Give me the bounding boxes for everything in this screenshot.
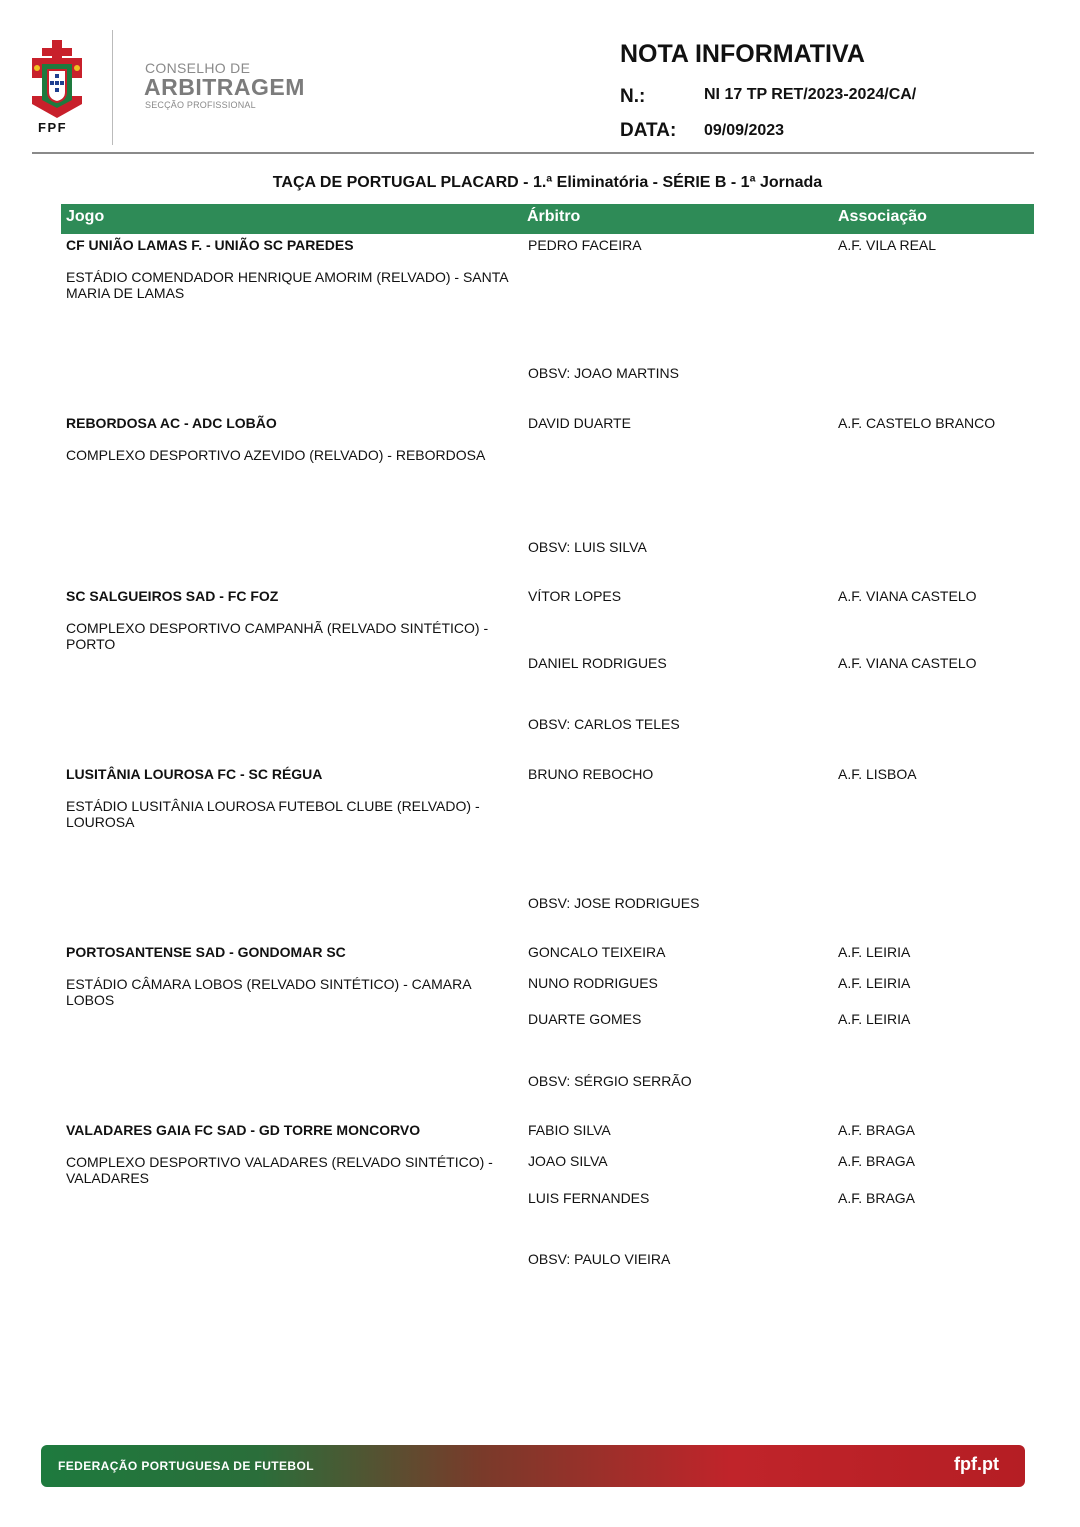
conselho-line2: ARBITRAGEM (144, 74, 305, 100)
referee-association: A.F. BRAGA (838, 1153, 916, 1169)
game-match: CF UNIÃO LAMAS F. - UNIÃO SC PAREDES (66, 237, 354, 253)
header-rule (32, 152, 1034, 154)
referee-association: A.F. VIANA CASTELO (838, 588, 977, 604)
referee-name: PEDRO FACEIRA (528, 237, 642, 253)
game-venue: COMPLEXO DESPORTIVO CAMPANHÃ (RELVADO SINTÉTICO) - PORTO (66, 620, 489, 652)
fpf-acronym: FPF (38, 120, 68, 135)
referee-name: GONCALO TEIXEIRA (528, 944, 666, 960)
game-venue: ESTÁDIO CÂMARA LOBOS (RELVADO SINTÉTICO) - CAMARA LOBOS (66, 976, 471, 1008)
referee-association: A.F. BRAGA (838, 1190, 916, 1206)
game-match: PORTOSANTENSE SAD - GONDOMAR SC (66, 944, 346, 960)
footer-website-link[interactable]: fpf.pt (954, 1454, 999, 1474)
referee-association: A.F. LEIRIA (838, 1011, 911, 1027)
referee-name: FABIO SILVA (528, 1122, 611, 1138)
observer: OBSV: JOSE RODRIGUES (528, 895, 700, 911)
game-venue: ESTÁDIO LUSITÂNIA LOUROSA FUTEBOL CLUBE (RELVADO) - LOUROSA (66, 798, 480, 830)
game-venue: COMPLEXO DESPORTIVO VALADARES (RELVADO SINTÉTICO) - VALADARES (66, 1154, 493, 1186)
referee-name: VÍTOR LOPES (528, 588, 622, 604)
referee-association: A.F. LEIRIA (838, 975, 911, 991)
column-header-jogo: Jogo (66, 208, 105, 225)
observer: OBSV: SÉRGIO SERRÃO (528, 1073, 692, 1089)
referee-association: A.F. CASTELO BRANCO (838, 415, 996, 431)
game-venue: COMPLEXO DESPORTIVO AZEVIDO (RELVADO) - REBORDOSA (66, 447, 486, 463)
referee-name: LUIS FERNANDES (528, 1190, 650, 1206)
game-match: LUSITÂNIA LOUROSA FC - SC RÉGUA (66, 766, 323, 782)
referee-association: A.F. BRAGA (838, 1122, 916, 1138)
header-vertical-divider (112, 30, 113, 145)
number-label: N.: (620, 86, 646, 107)
column-header-associacao: Associação (838, 208, 927, 225)
document-title: NOTA INFORMATIVA (620, 40, 865, 68)
referee-association: A.F. LISBOA (838, 766, 917, 782)
game-venue: ESTÁDIO COMENDADOR HENRIQUE AMORIM (RELVADO) - SANTA MARIA DE LAMAS (66, 269, 508, 301)
referee-name: DUARTE GOMES (528, 1011, 642, 1027)
referee-association: A.F. VIANA CASTELO (838, 655, 977, 671)
observer: OBSV: JOAO MARTINS (528, 365, 679, 381)
referee-name: BRUNO REBOCHO (528, 766, 654, 782)
game-match: REBORDOSA AC - ADC LOBÃO (66, 415, 277, 431)
referee-name: NUNO RODRIGUES (528, 975, 658, 991)
game-match: SC SALGUEIROS SAD - FC FOZ (66, 588, 279, 604)
referee-association: A.F. LEIRIA (838, 944, 911, 960)
conselho-line1: CONSELHO DE (145, 60, 251, 76)
game-match: VALADARES GAIA FC SAD - GD TORRE MONCORVO (66, 1122, 421, 1138)
date-value: 09/09/2023 (704, 122, 785, 139)
observer: OBSV: LUIS SILVA (528, 539, 647, 555)
conselho-line3: SECÇÃO PROFISSIONAL (145, 100, 256, 110)
table-header (61, 204, 1034, 234)
referee-association: A.F. VILA REAL (838, 237, 937, 253)
column-header-arbitro: Árbitro (527, 208, 581, 225)
referee-name: JOAO SILVA (528, 1153, 608, 1169)
footer-banner (41, 1445, 1025, 1487)
date-label: DATA: (620, 120, 677, 141)
observer: OBSV: CARLOS TELES (528, 716, 680, 732)
section-title: TAÇA DE PORTUGAL PLACARD - 1.ª Eliminatória - SÉRIE B - 1ª Jornada (272, 174, 823, 191)
number-value: NI 17 TP RET/2023-2024/CA/ (704, 86, 917, 103)
referee-name: DANIEL RODRIGUES (528, 655, 667, 671)
observer: OBSV: PAULO VIEIRA (528, 1251, 671, 1267)
footer-federation-name: FEDERAÇÃO PORTUGUESA DE FUTEBOL (58, 1459, 314, 1473)
referee-name: DAVID DUARTE (528, 415, 631, 431)
